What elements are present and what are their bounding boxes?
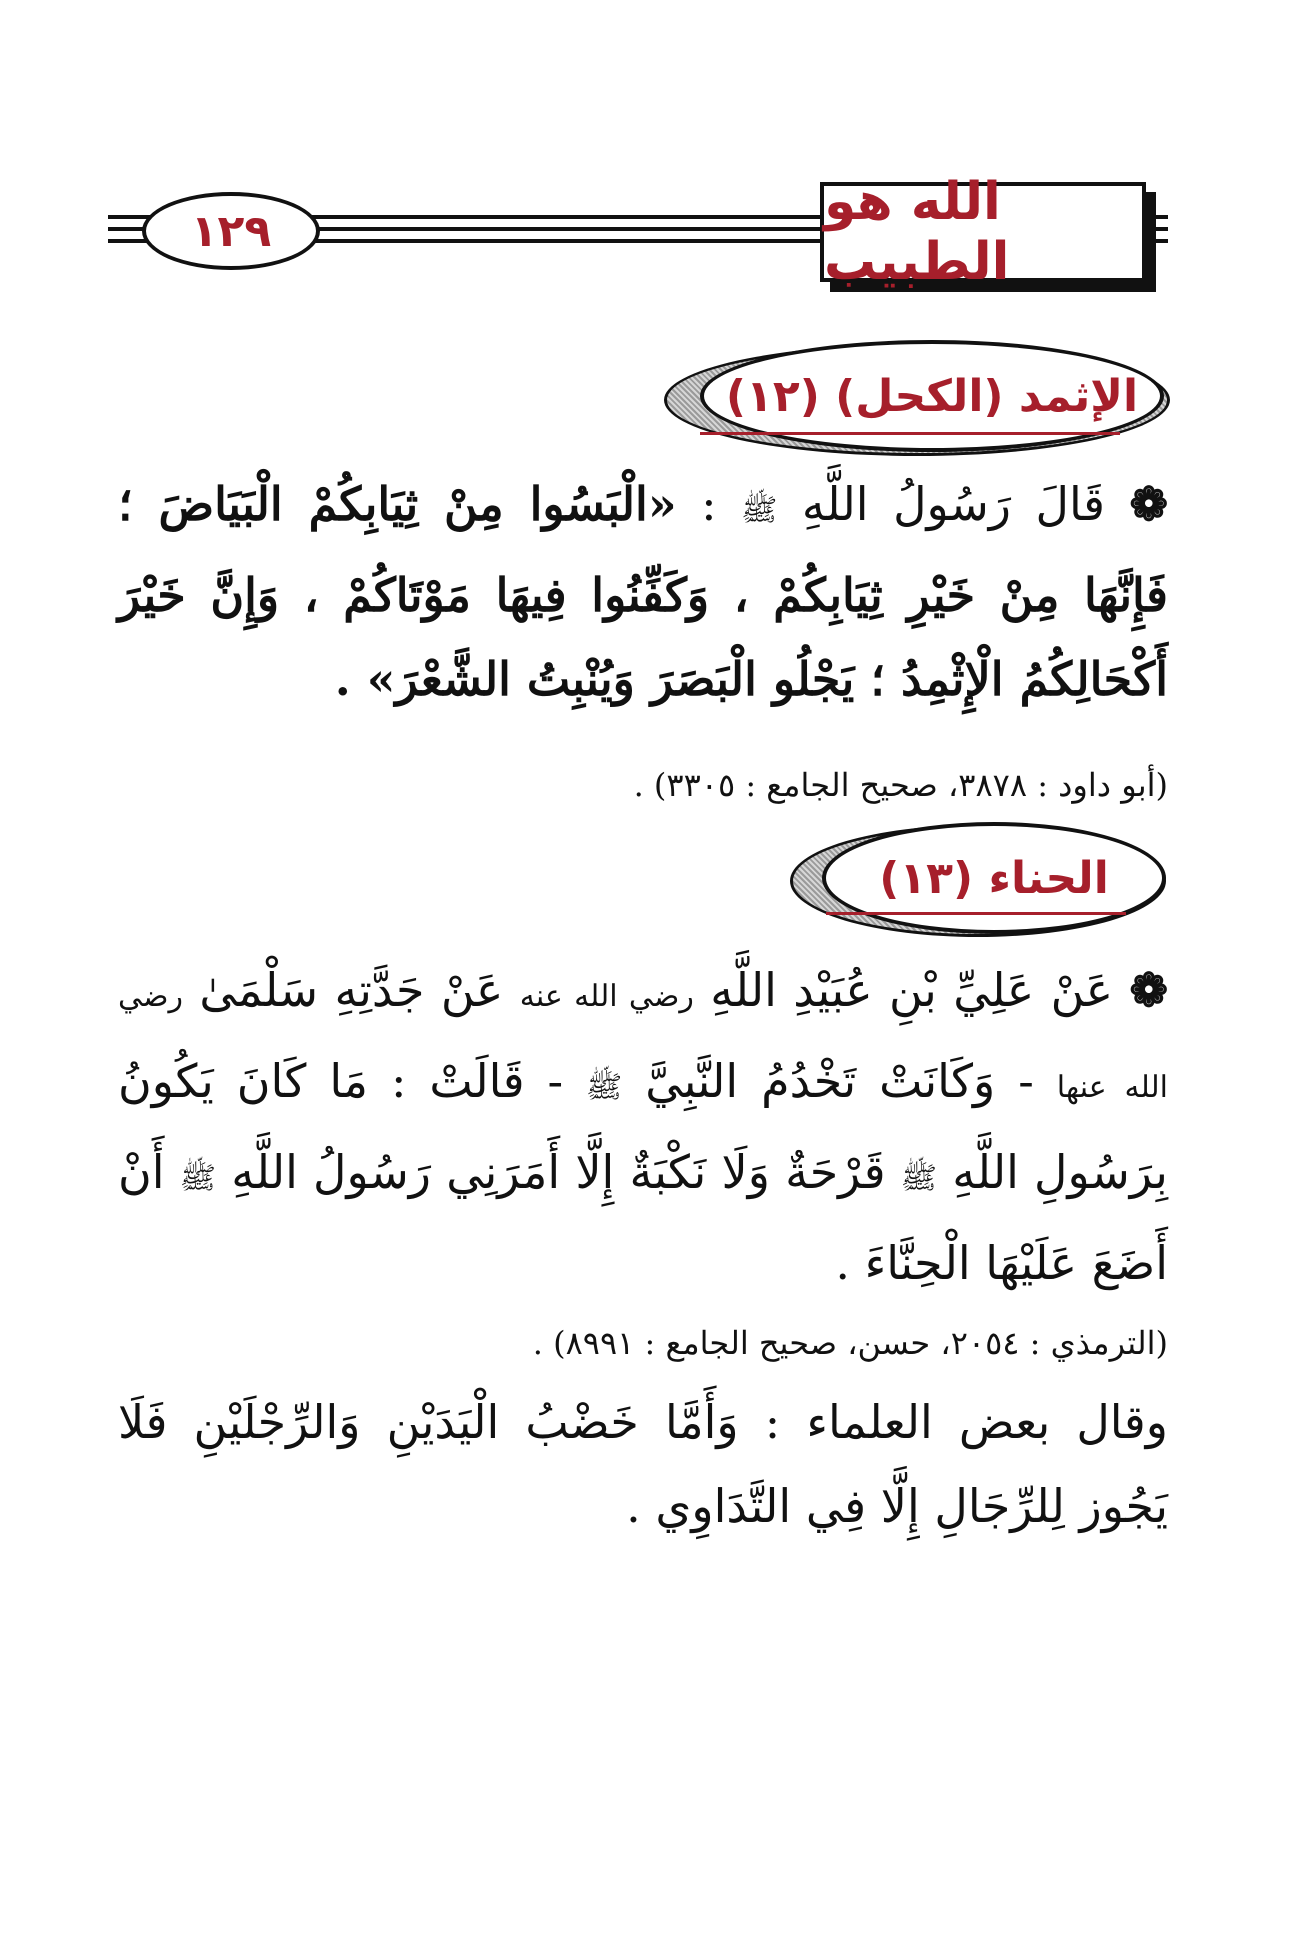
salawat-icon: ﷺ: [179, 1161, 216, 1196]
page-number: [142, 192, 320, 270]
radhi-allah-icon: رضي الله عنه: [519, 979, 694, 1014]
scholar-note-text: وقال بعض العلماء : وَأَمَّا خَضْبُ الْيَدَيْنِ وَالرِّجْلَيْنِ فَلَا يَجُوز لِلرِّجَالِ إِلَّا فِي التَّدَاوِي .: [118, 1395, 1168, 1533]
salawat-icon: ﷺ: [741, 493, 778, 528]
radhi-allah-icon: رضي الله عنها: [118, 979, 1168, 1105]
hadith-text: عَنْ عَلِيِّ بْنِ عُبَيْدِ اللَّهِ: [710, 963, 1114, 1017]
page-number-text: ١٢٩: [190, 205, 272, 257]
section-heading: [700, 340, 1164, 452]
salawat-icon: ﷺ: [586, 1070, 623, 1105]
flower-bullet-icon: ❁: [1129, 477, 1169, 531]
hadith-paragraph: [118, 462, 1168, 721]
hadith-text: قَرْحَةٌ وَلَا نَكْبَةٌ إِلَّا أَمَرَنِي رَسُولُ اللَّهِ: [231, 1145, 886, 1199]
hadith-text: عَنْ جَدَّتِهِ سَلْمَىٰ: [199, 963, 504, 1017]
section-heading-text: (١٣) الحناء: [879, 852, 1109, 904]
section-heading-text: (١٢) الإثمد (الكحل): [725, 370, 1139, 422]
hadith-text: - قَالَتْ : مَا كَانَ يَكُونُ بِرَسُولِ اللَّهِ: [118, 1054, 1168, 1199]
section-heading: [822, 822, 1166, 934]
scholar-note: [118, 1380, 1168, 1548]
hadith-text: أَنْ أَضَعَ عَلَيْهَا الْحِنَّاءَ .: [118, 1145, 1168, 1290]
citation: (أبو داود : ٣٨٧٨، صحيح الجامع : ٣٣٠٥) .: [633, 766, 1168, 804]
running-title-text: الله هو الطبيب: [824, 172, 1010, 292]
hadith-intro: قَالَ رَسُولُ اللَّهِ: [801, 477, 1105, 531]
citation: (الترمذي : ٢٠٥٤، حسن، صحيح الجامع : ٨٩٩١) .: [532, 1324, 1168, 1362]
section-heading-underline: [826, 912, 1126, 915]
hadith-paragraph: [118, 948, 1168, 1305]
section-heading-underline: [700, 432, 1120, 435]
hadith-text: «الْبَسُوا مِنْ ثِيَابِكُمْ الْبَيَاضَ ؛ فَإِنَّهَا مِنْ خَيْرِ ثِيَابِكُمْ ، وَكَفِّنُوا فِيهَا مَوْتَاكُمْ ، وَإِنَّ خَيْرَ أَكْحَالِكُمُ الْإِثْمِدُ ؛ يَجْلُو الْبَصَرَ وَيُنْبِتُ الشَّعْرَ» .: [118, 477, 1168, 706]
flower-bullet-icon: ❁: [1129, 963, 1169, 1017]
hadith-text: - وَكَانَتْ تَخْدُمُ النَّبِيَّ: [645, 1054, 1034, 1108]
running-title: [820, 172, 1146, 292]
salawat-icon: ﷺ: [900, 1161, 937, 1196]
hadith-colon: :: [701, 477, 717, 531]
